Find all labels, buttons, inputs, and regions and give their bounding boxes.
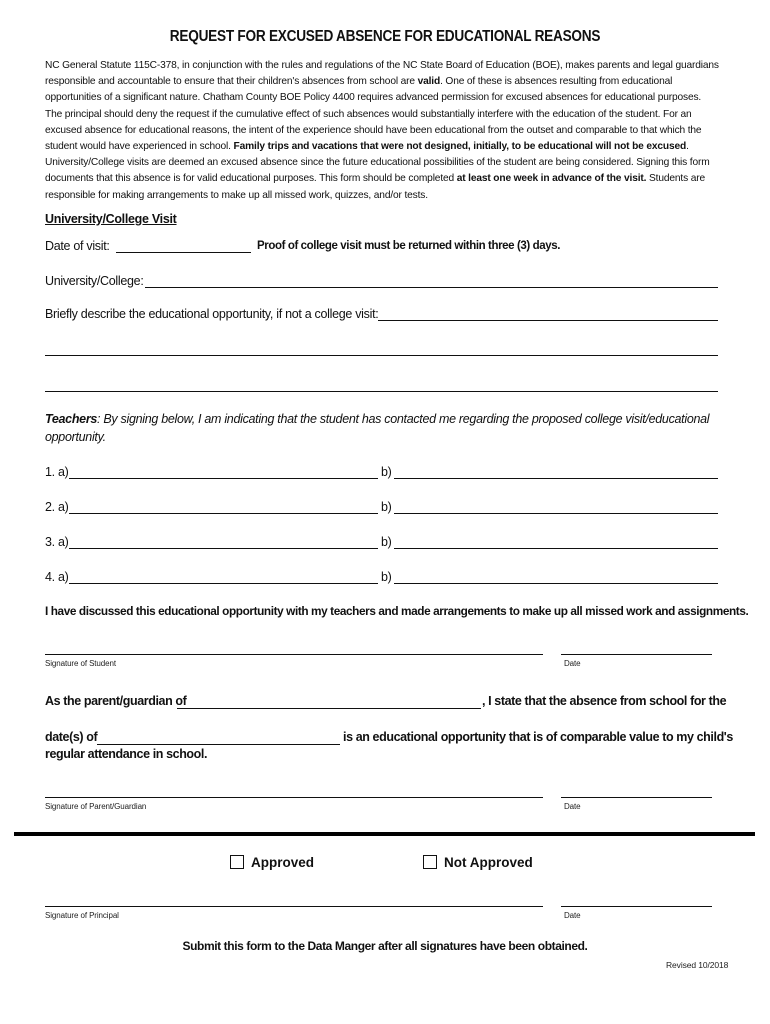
college-label: University/College: (45, 274, 144, 288)
teacher-3b-field[interactable] (394, 548, 718, 549)
student-date-field[interactable] (561, 654, 712, 655)
intro-text-2: . One of these is absences resulting from educational opportunities of a significant nature. Chatham County BOE Policy 4400 requires advanced permission for excused absences for educational purposes. The principal should deny the request if the cumulative effect of such absences would substantially interfere with the education of the student. For an excused absence for educational reasons, the intent of the experience should have been educational from the outset and comparable to that which the student would have experienced in school. (45, 76, 702, 153)
form-title: REQUEST FOR EXCUSED ABSENCE FOR EDUCATIONAL REASONS (169, 28, 601, 45)
not-approved-option[interactable] (423, 855, 533, 870)
approved-checkbox[interactable] (230, 855, 244, 869)
teachers-text: : By signing below, I am indicating that the student has contacted me regarding the proposed college visit/educational opportunity. (45, 412, 710, 444)
principal-signature-label: Signature of Principal (45, 911, 119, 920)
proof-note: Proof of college visit must be returned within three (3) days. (257, 240, 561, 252)
teacher-1a-label: 1. a) (45, 465, 69, 479)
parent-line2-start: date(s) of (45, 730, 98, 744)
parent-signature-label: Signature of Parent/Guardian (45, 802, 147, 811)
teacher-3a-label: 3. a) (45, 535, 69, 549)
not-approved-checkbox[interactable] (423, 855, 437, 869)
teacher-1a-field[interactable] (69, 478, 378, 479)
describe-label: Briefly describe the educational opportunity, if not a college visit: (45, 307, 379, 321)
principal-date-label: Date (564, 911, 581, 920)
teacher-4b-field[interactable] (394, 583, 718, 584)
date-of-visit-label: Date of visit: (45, 239, 110, 253)
child-name-field[interactable] (177, 708, 481, 709)
section-divider (14, 832, 755, 836)
approved-option[interactable] (230, 855, 314, 870)
teacher-3b-label: b) (381, 535, 392, 549)
student-date-label: Date (564, 659, 581, 668)
intro-valid: valid (417, 76, 441, 88)
college-section-heading: University/College Visit (45, 212, 177, 226)
parent-date-field[interactable] (561, 797, 712, 798)
intro-paragraph (45, 58, 720, 204)
describe-field-1[interactable] (378, 320, 718, 321)
principal-signature-field[interactable] (45, 906, 543, 907)
student-signature-label: Signature of Student (45, 659, 116, 668)
describe-field-2[interactable] (45, 355, 718, 356)
teacher-2b-field[interactable] (394, 513, 718, 514)
absence-dates-field[interactable] (97, 744, 340, 745)
teachers-heading: Teachers (45, 412, 98, 426)
parent-line1-end: , I state that the absence from school for the (482, 694, 727, 708)
parent-signature-field[interactable] (45, 797, 543, 798)
approved-label: Approved (251, 855, 315, 870)
parent-line3: regular attendance in school. (45, 747, 208, 761)
teacher-4b-label: b) (381, 570, 392, 584)
submit-instruction: Submit this form to the Data Manger after all signatures have been obtained. (182, 939, 588, 953)
intro-family-trips: Family trips and vacations that were not designed, initially, to be educational will not be excused (233, 141, 687, 153)
teacher-4a-label: 4. a) (45, 570, 69, 584)
teacher-4a-field[interactable] (69, 583, 378, 584)
parent-line1-start: As the parent/guardian of (45, 694, 187, 708)
college-field[interactable] (145, 287, 718, 288)
principal-date-field[interactable] (561, 906, 712, 907)
student-statement: I have discussed this educational opportunity with my teachers and made arrangements to make up all missed work and assignments. (45, 604, 749, 618)
not-approved-label: Not Approved (444, 855, 533, 870)
teacher-3a-field[interactable] (69, 548, 378, 549)
intro-text-4: Students are responsible for making arrangements to make up all missed work, quizzes, and/or tests. (45, 173, 705, 201)
teacher-1b-field[interactable] (394, 478, 718, 479)
intro-text-1: NC General Statute 115C-378, in conjunction with the rules and regulations of the NC State Board of Education (BOE), makes parents and legal guardians responsible and accountable to ensure that their children's absences from school are (45, 60, 719, 88)
date-of-visit-field[interactable] (116, 252, 251, 253)
teacher-2b-label: b) (381, 500, 392, 514)
teachers-statement (45, 410, 725, 446)
intro-week-advance: at least one week in advance of the visit. (456, 173, 647, 185)
teacher-2a-label: 2. a) (45, 500, 69, 514)
revised-date: Revised 10/2018 (666, 960, 729, 970)
parent-date-label: Date (564, 802, 581, 811)
describe-field-3[interactable] (45, 391, 718, 392)
parent-line2-end: is an educational opportunity that is of comparable value to my child's (343, 730, 733, 744)
teacher-1b-label: b) (381, 465, 392, 479)
intro-text-3: . University/College visits are deemed an excused absence since the future educational possibilities of the student are being considered. Signing this form documents that this absence is for valid educational purposes. This form should be completed (45, 141, 710, 185)
teacher-2a-field[interactable] (69, 513, 378, 514)
student-signature-field[interactable] (45, 654, 543, 655)
